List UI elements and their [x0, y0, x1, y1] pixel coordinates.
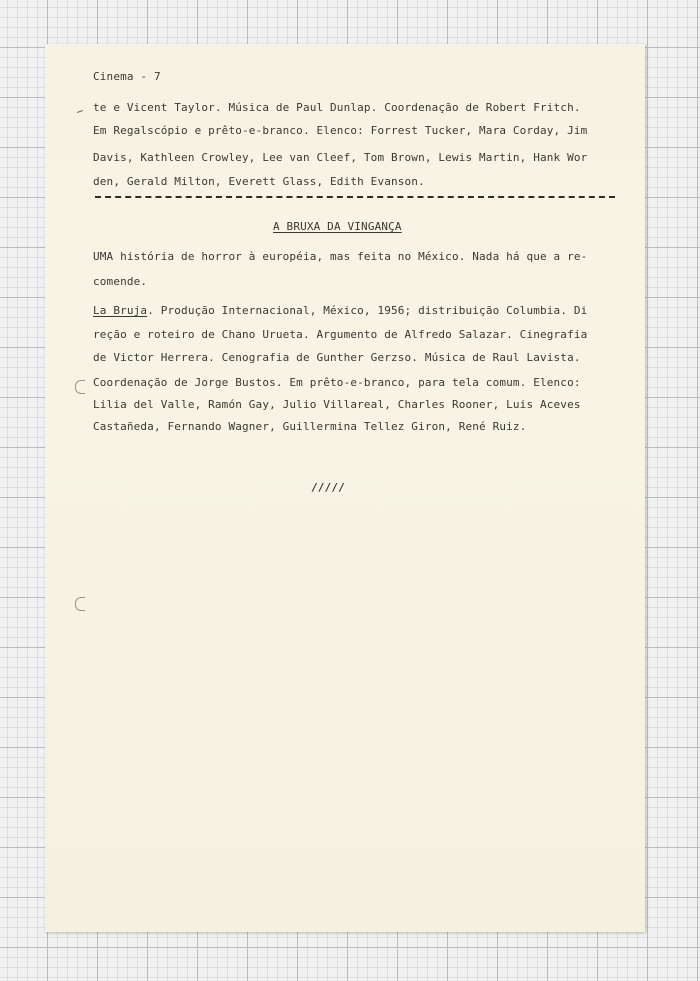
- credits-line: Coordenação de Jorge Bustos. Em prêto-e-branco, para tela comum. Elenco:: [93, 376, 581, 389]
- page-header: Cinema - 7: [93, 70, 161, 83]
- credits-line: te e Vicent Taylor. Música de Paul Dunlap. Coordenação de Robert Fritch.: [93, 101, 581, 114]
- section-divider: [95, 196, 615, 198]
- review-title: A BRUXA DA VINGANÇA: [273, 220, 402, 233]
- credits-line: reção e roteiro de Chano Urueta. Argumento de Alfredo Salazar. Cinegrafia: [93, 328, 588, 341]
- end-mark: /////: [311, 481, 345, 494]
- credits-line: Lilia del Valle, Ramón Gay, Julio Villareal, Charles Rooner, Luis Aceves: [93, 398, 581, 411]
- punch-hole: [75, 380, 85, 394]
- summary-line: comende.: [93, 275, 148, 288]
- typewritten-page: [45, 44, 645, 932]
- credits-line: Em Regalscópio e prêto-e-branco. Elenco: Forrest Tucker, Mara Corday, Jim: [93, 124, 588, 137]
- original-title: La Bruja: [93, 304, 148, 317]
- punch-hole: [75, 597, 85, 611]
- credits-line: de Victor Herrera. Cenografia de Gunther Gerzso. Música de Raul Lavista.: [93, 351, 581, 364]
- credits-line: den, Gerald Milton, Everett Glass, Edith Evanson.: [93, 175, 425, 188]
- credits-line: Castañeda, Fernando Wagner, Guillermina Tellez Giron, René Ruiz.: [93, 420, 527, 433]
- credits-first-line-rest: . Produção Internacional, México, 1956; distribuição Columbia. Di: [147, 304, 588, 317]
- credits-first-line: [93, 304, 587, 317]
- credits-line: Davis, Kathleen Crowley, Lee van Cleef, Tom Brown, Lewis Martin, Hank Wor: [93, 151, 588, 164]
- summary-line: UMA história de horror à européia, mas feita no México. Nada há que a re-: [93, 250, 588, 263]
- pencil-mark: [77, 110, 83, 113]
